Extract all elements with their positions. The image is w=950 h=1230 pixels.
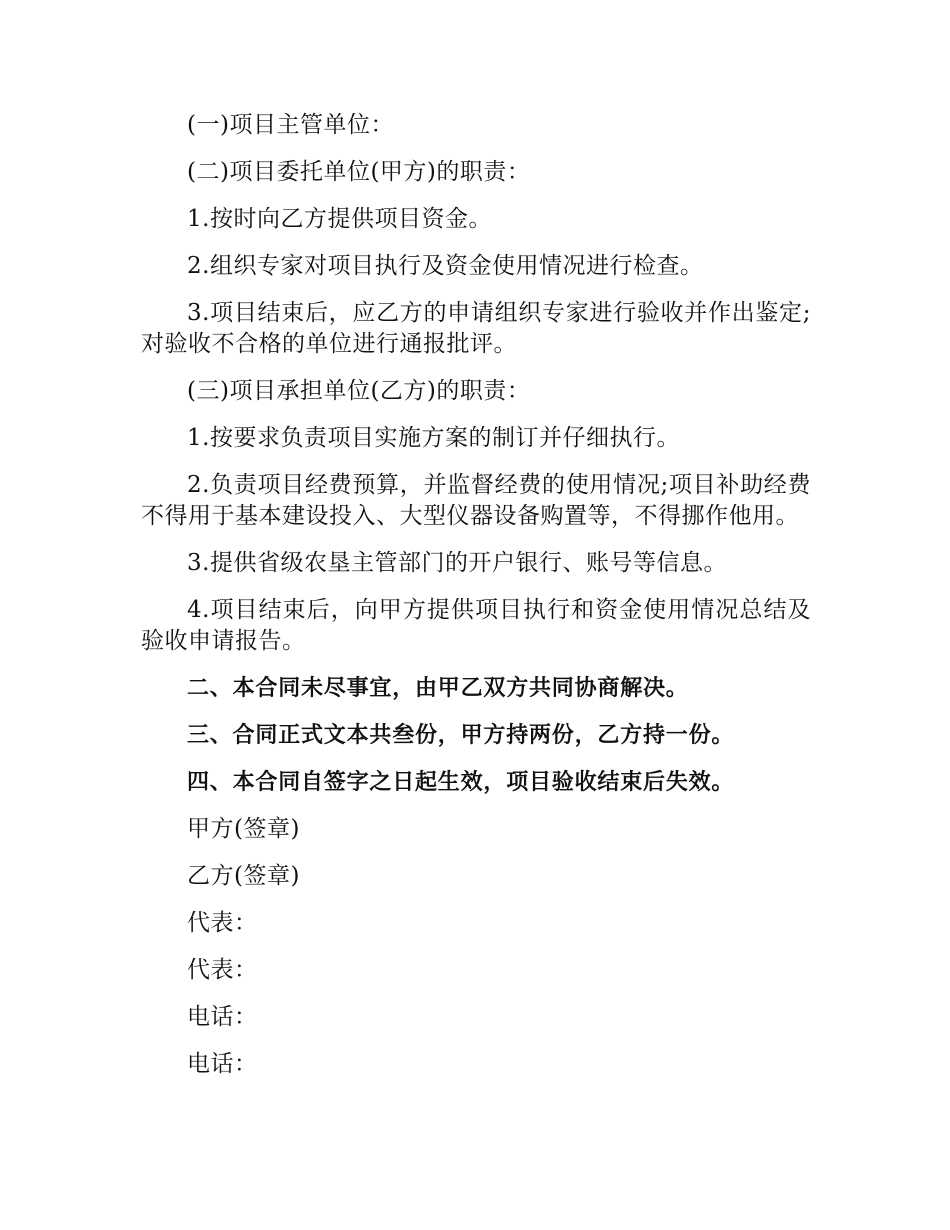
party-b-duty-1: 1.按要求负责项目实施方案的制订并仔细执行。	[187, 425, 680, 451]
party-b-duty-3: 3.提供省级农垦主管部门的开户银行、账号等信息。	[187, 550, 727, 576]
party-a-duty-1: 1.按时向乙方提供项目资金。	[187, 206, 492, 232]
section-party-a-duties: (二)项目委托单位(甲方)的职责：	[187, 159, 531, 185]
party-b-duty-4: 4.项目结束后，向甲方提供项目执行和资金使用情况总结及验收申请报告。	[141, 597, 811, 654]
party-a-representative: 代表：	[187, 910, 258, 936]
clause-three: 三、合同正式文本共叁份，甲方持两份，乙方持一份。	[187, 723, 735, 748]
clause-four: 四、本合同自签字之日起生效，项目验收结束后失效。	[187, 770, 735, 795]
party-b-seal: 乙方(签章)	[187, 863, 300, 889]
party-a-seal: 甲方(签章)	[187, 816, 300, 842]
document-body	[141, 110, 811, 1096]
clause-two: 二、本合同未尽事宜，由甲乙双方共同协商解决。	[187, 676, 689, 701]
party-a-duty-3: 3.项目结束后，应乙方的申请组织专家进行验收并作出鉴定;对验收不合格的单位进行通报批评。	[141, 300, 811, 357]
party-b-duty-2: 2.负责项目经费预算，并监督经费的使用情况;项目补助经费不得用于基本建设投入、大型仪器设备购置等，不得挪作他用。	[141, 472, 811, 529]
section-party-b-duties: (三)项目承担单位(乙方)的职责：	[187, 378, 531, 404]
section-project-authority: (一)项目主管单位：	[187, 112, 394, 138]
party-b-phone: 电话：	[187, 1051, 258, 1077]
party-a-phone: 电话：	[187, 1004, 258, 1030]
party-b-representative: 代表：	[187, 957, 258, 983]
party-a-duty-2: 2.组织专家对项目执行及资金使用情况进行检查。	[187, 253, 704, 279]
